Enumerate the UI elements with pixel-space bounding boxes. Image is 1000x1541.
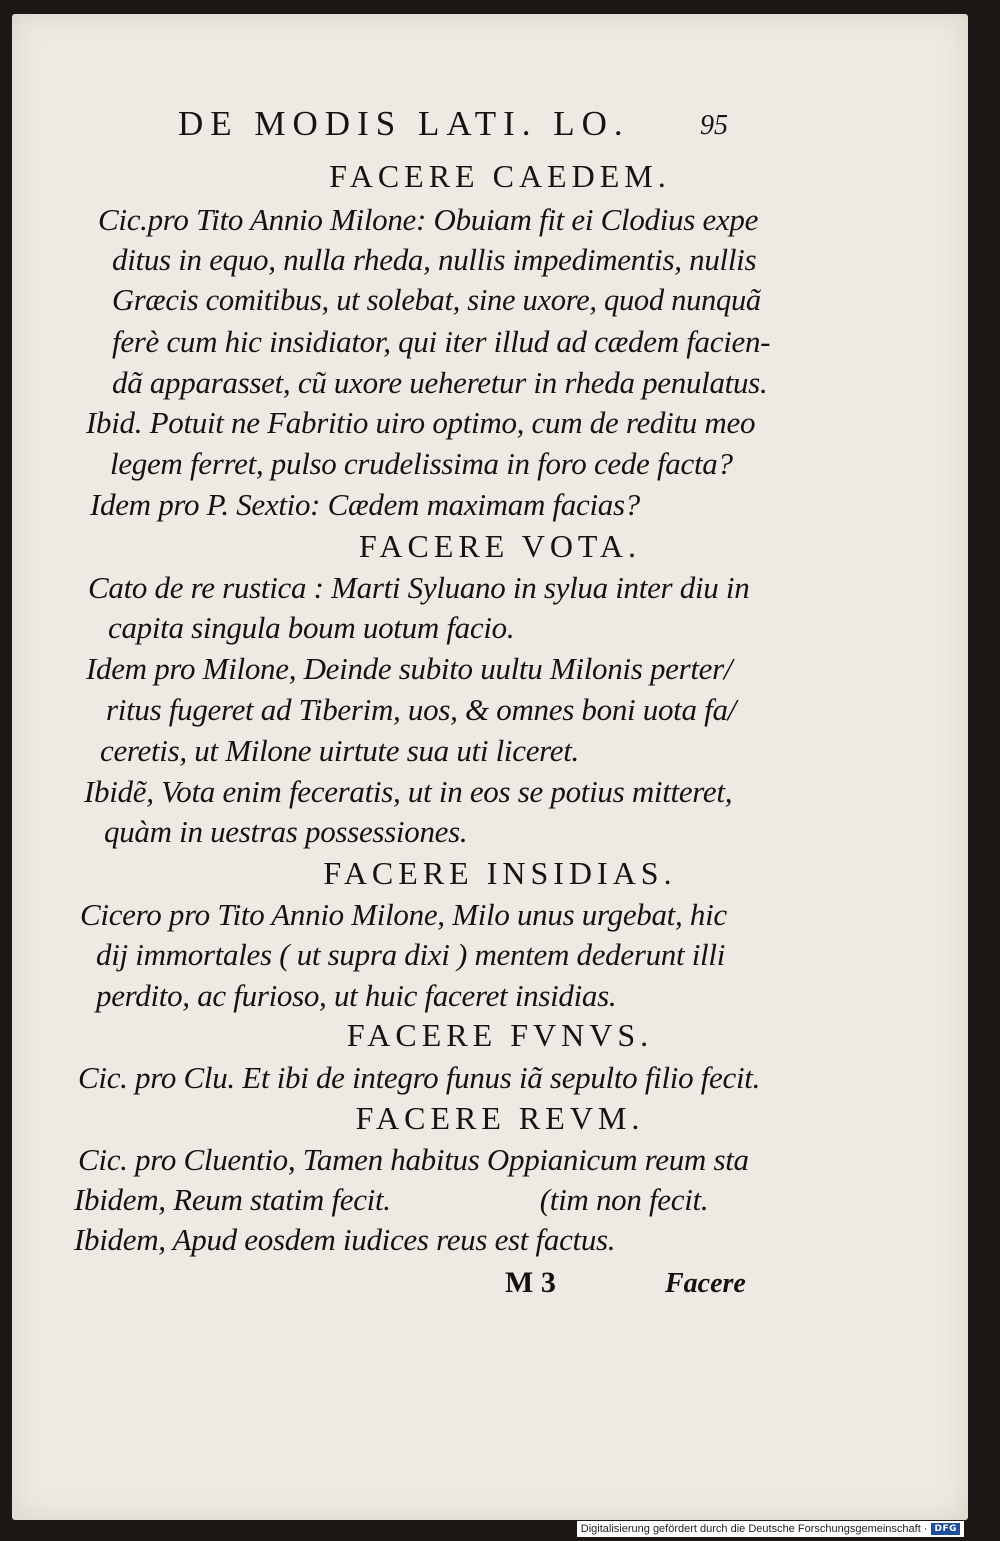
page-number: 95: [700, 110, 728, 141]
text-line: dij immortales ( ut supra dixi ) mentem dederunt illi: [96, 937, 726, 972]
text-line: capita singula boum uotum facio.: [108, 610, 515, 645]
section-heading: FACERE REVM.: [355, 1100, 645, 1136]
section-heading: FACERE VOTA.: [358, 528, 642, 564]
credit-text: Digitalisierung gefördert durch die Deutsche Forschungsgemeinschaft ·: [580, 1523, 928, 1535]
text-line: Idem pro Milone, Deinde subito uultu Milonis perter/: [86, 651, 733, 686]
section-heading: FACERE CAEDEM.: [329, 158, 671, 194]
dfg-logo: DFG: [931, 1523, 960, 1535]
text-line: Cic. pro Cluentio, Tamen habitus Oppianicum reum sta: [78, 1142, 749, 1177]
text-line: legem ferret, pulso crudelissima in foro cede facta?: [110, 446, 733, 481]
text-line: Idem pro P. Sextio: Cædem maximam facias?: [90, 487, 640, 522]
text-line: Ibidem, Reum statim fecit. (tim non fecit.: [74, 1182, 709, 1217]
text-line: dã apparasset, cũ uxore ueheretur in rheda penulatus.: [112, 365, 768, 400]
section-heading: FACERE INSIDIAS.: [323, 855, 677, 891]
text-line: Græcis comitibus, ut solebat, sine uxore, quod nunquã: [112, 283, 761, 317]
text-line: quàm in uestras possessiones.: [104, 814, 468, 849]
signature-mark: M 3: [505, 1266, 556, 1299]
text-line: Cic. pro Clu. Et ibi de integro funus iã sepulto filio fecit.: [78, 1060, 761, 1095]
running-head: DE MODIS LATI. LO.: [178, 104, 630, 143]
text-line: Ibidem, Apud eosdem iudices reus est factus.: [74, 1222, 616, 1257]
text-line: Ibid. Potuit ne Fabritio uiro optimo, cum de reditu meo: [86, 405, 756, 440]
text-line: perdito, ac furioso, ut huic faceret insidias.: [96, 978, 617, 1013]
text-line: Cicero pro Tito Annio Milone, Milo unus urgebat, hic: [80, 897, 727, 932]
section-heading: FACERE FVNVS.: [346, 1017, 654, 1053]
text-line: ferè cum hic insidiator, qui iter illud ad cædem facien-: [112, 324, 771, 359]
text-line: ditus in equo, nulla rheda, nullis impedimentis, nullis: [112, 242, 757, 277]
text-line: ceretis, ut Milone uirtute sua uti liceret.: [100, 733, 579, 768]
catchword: Facere: [665, 1268, 746, 1299]
text-line: Ibidẽ, Vota enim feceratis, ut in eos se potius mitteret,: [84, 774, 733, 809]
text-line: ritus fugeret ad Tiberim, uos, & omnes boni uota fa/: [106, 692, 736, 727]
digitization-credit: [577, 1521, 964, 1537]
text-line: Cic.pro Tito Annio Milone: Obuiam fit ei Clodius expe: [98, 202, 759, 237]
text-line: Cato de re rustica : Marti Syluano in sylua inter diu in: [88, 570, 750, 605]
